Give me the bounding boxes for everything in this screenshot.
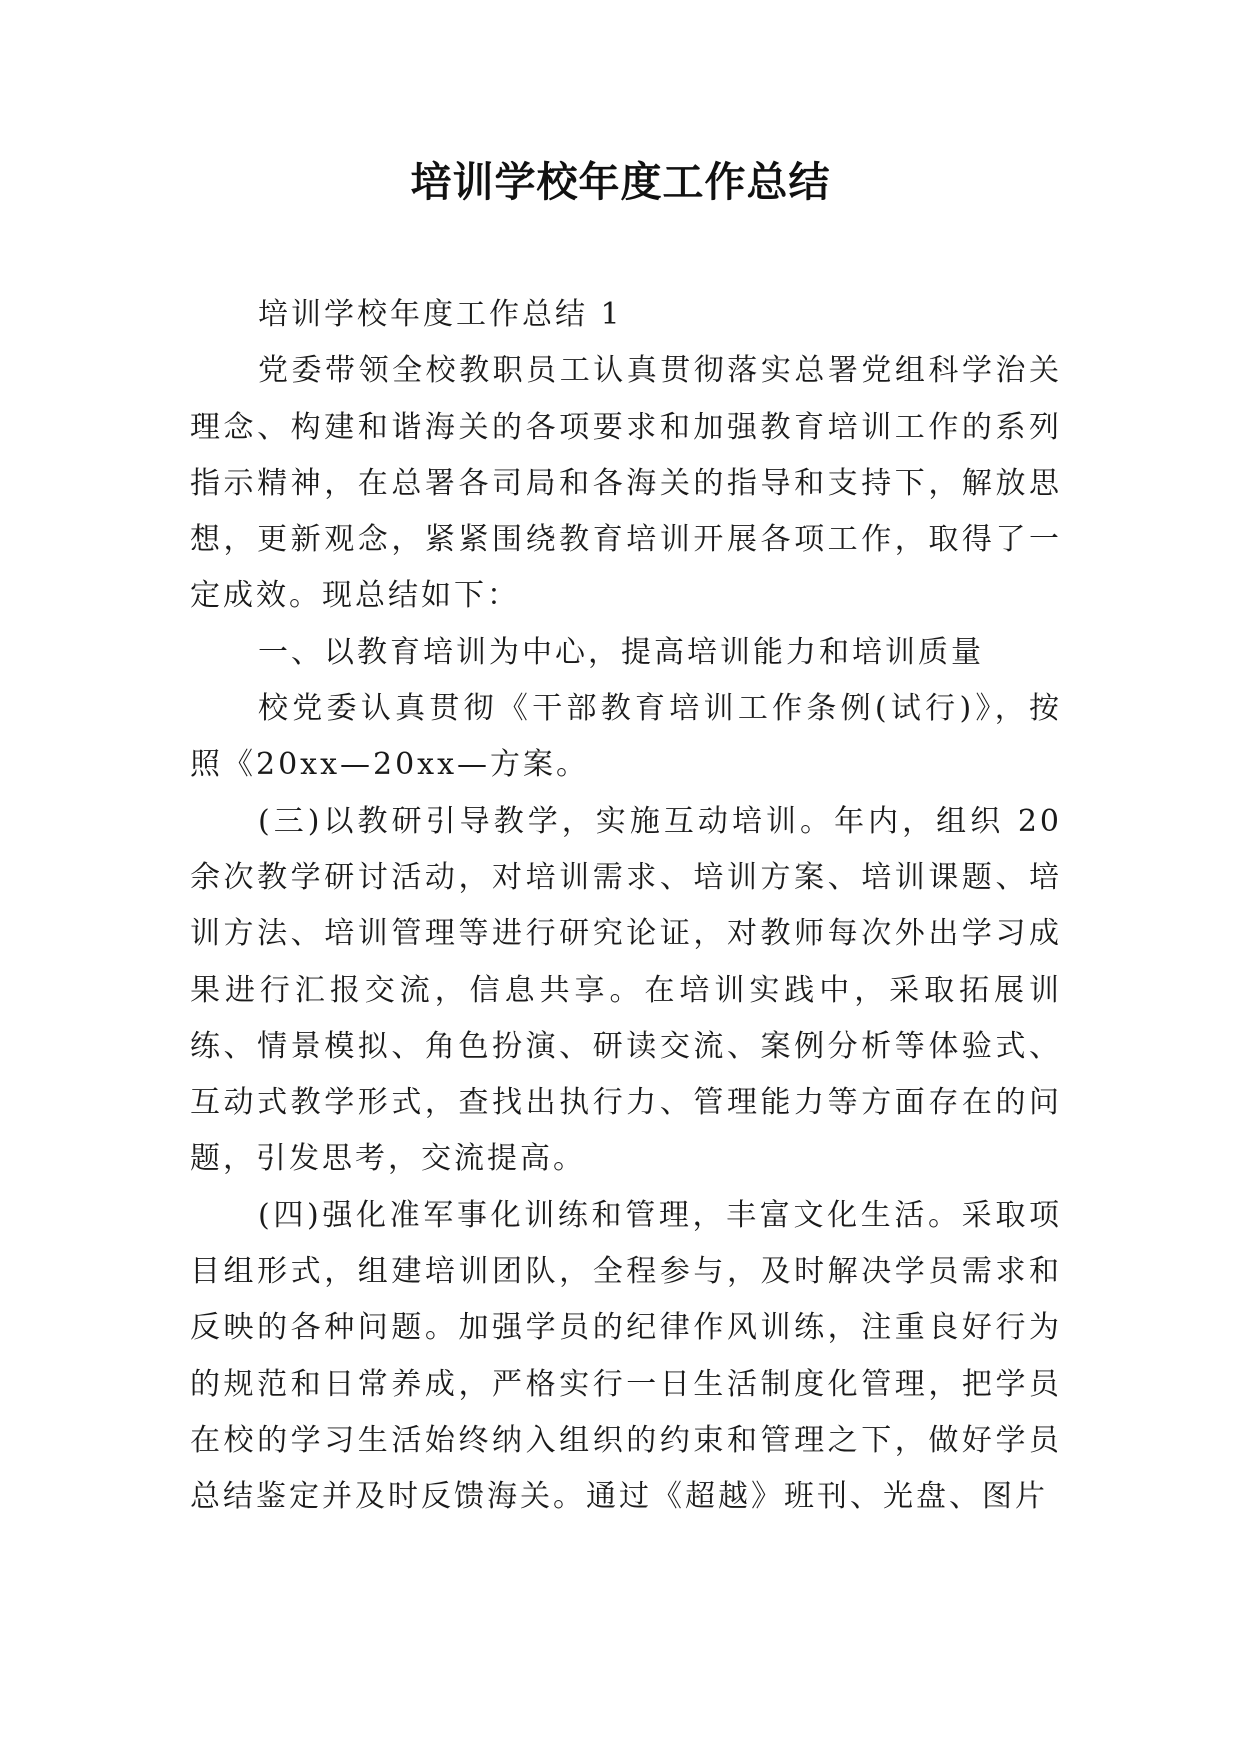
document-title: 培训学校年度工作总结 [410,158,831,206]
paragraph-heading-1: 培训学校年度工作总结 1 [258,297,623,332]
paragraph-item-4: (四)强化准军事化训练和管理，丰富文化生活。采取项目组形式，组建培训团队，全程参与，及时解决学员需求和反映的各种问题。加强学员的纪律作风训练，注重良好行为的规范和日常养成，严格实行一日生活制度化管理，把学员在校的学习生活始终纳入组织的约束和管理之下，做好学员总结鉴定并及时反馈海关。通过《超越》班刊、光盘、图片 [190,1197,1062,1515]
section-heading-1: 一、以教育培训为中心，提高培训能力和培训质量 [258,634,984,670]
paragraph-regulations: 校党委认真贯彻《干部教育培训工作条例(试行)》，按照《20xx—20xx—方案。 [190,691,1062,783]
paragraph-item-3: (三)以教研引导教学，实施互动培训。年内，组织 20 余次教学研讨活动，对培训需求、培训方案、培训课题、培训方法、培训管理等进行研究论证，对教师每次外出学习成果进行汇报交流，信息共享。在培训实践中，采取拓展训练、情景模拟、角色扮演、研读交流、案例分析等体验式、互动式教学形式，查找出执行力、管理能力等方面存在的问题，引发思考，交流提高。 [190,803,1062,1177]
paragraph-intro: 党委带领全校教职员工认真贯彻落实总署党组科学治关理念、构建和谐海关的各项要求和加强教育培训工作的系列指示精神，在总署各司局和各海关的指导和支持下，解放思想，更新观念，紧紧围绕教育培训开展各项工作，取得了一定成效。现总结如下： [190,353,1062,614]
document-body [190,287,1062,1526]
